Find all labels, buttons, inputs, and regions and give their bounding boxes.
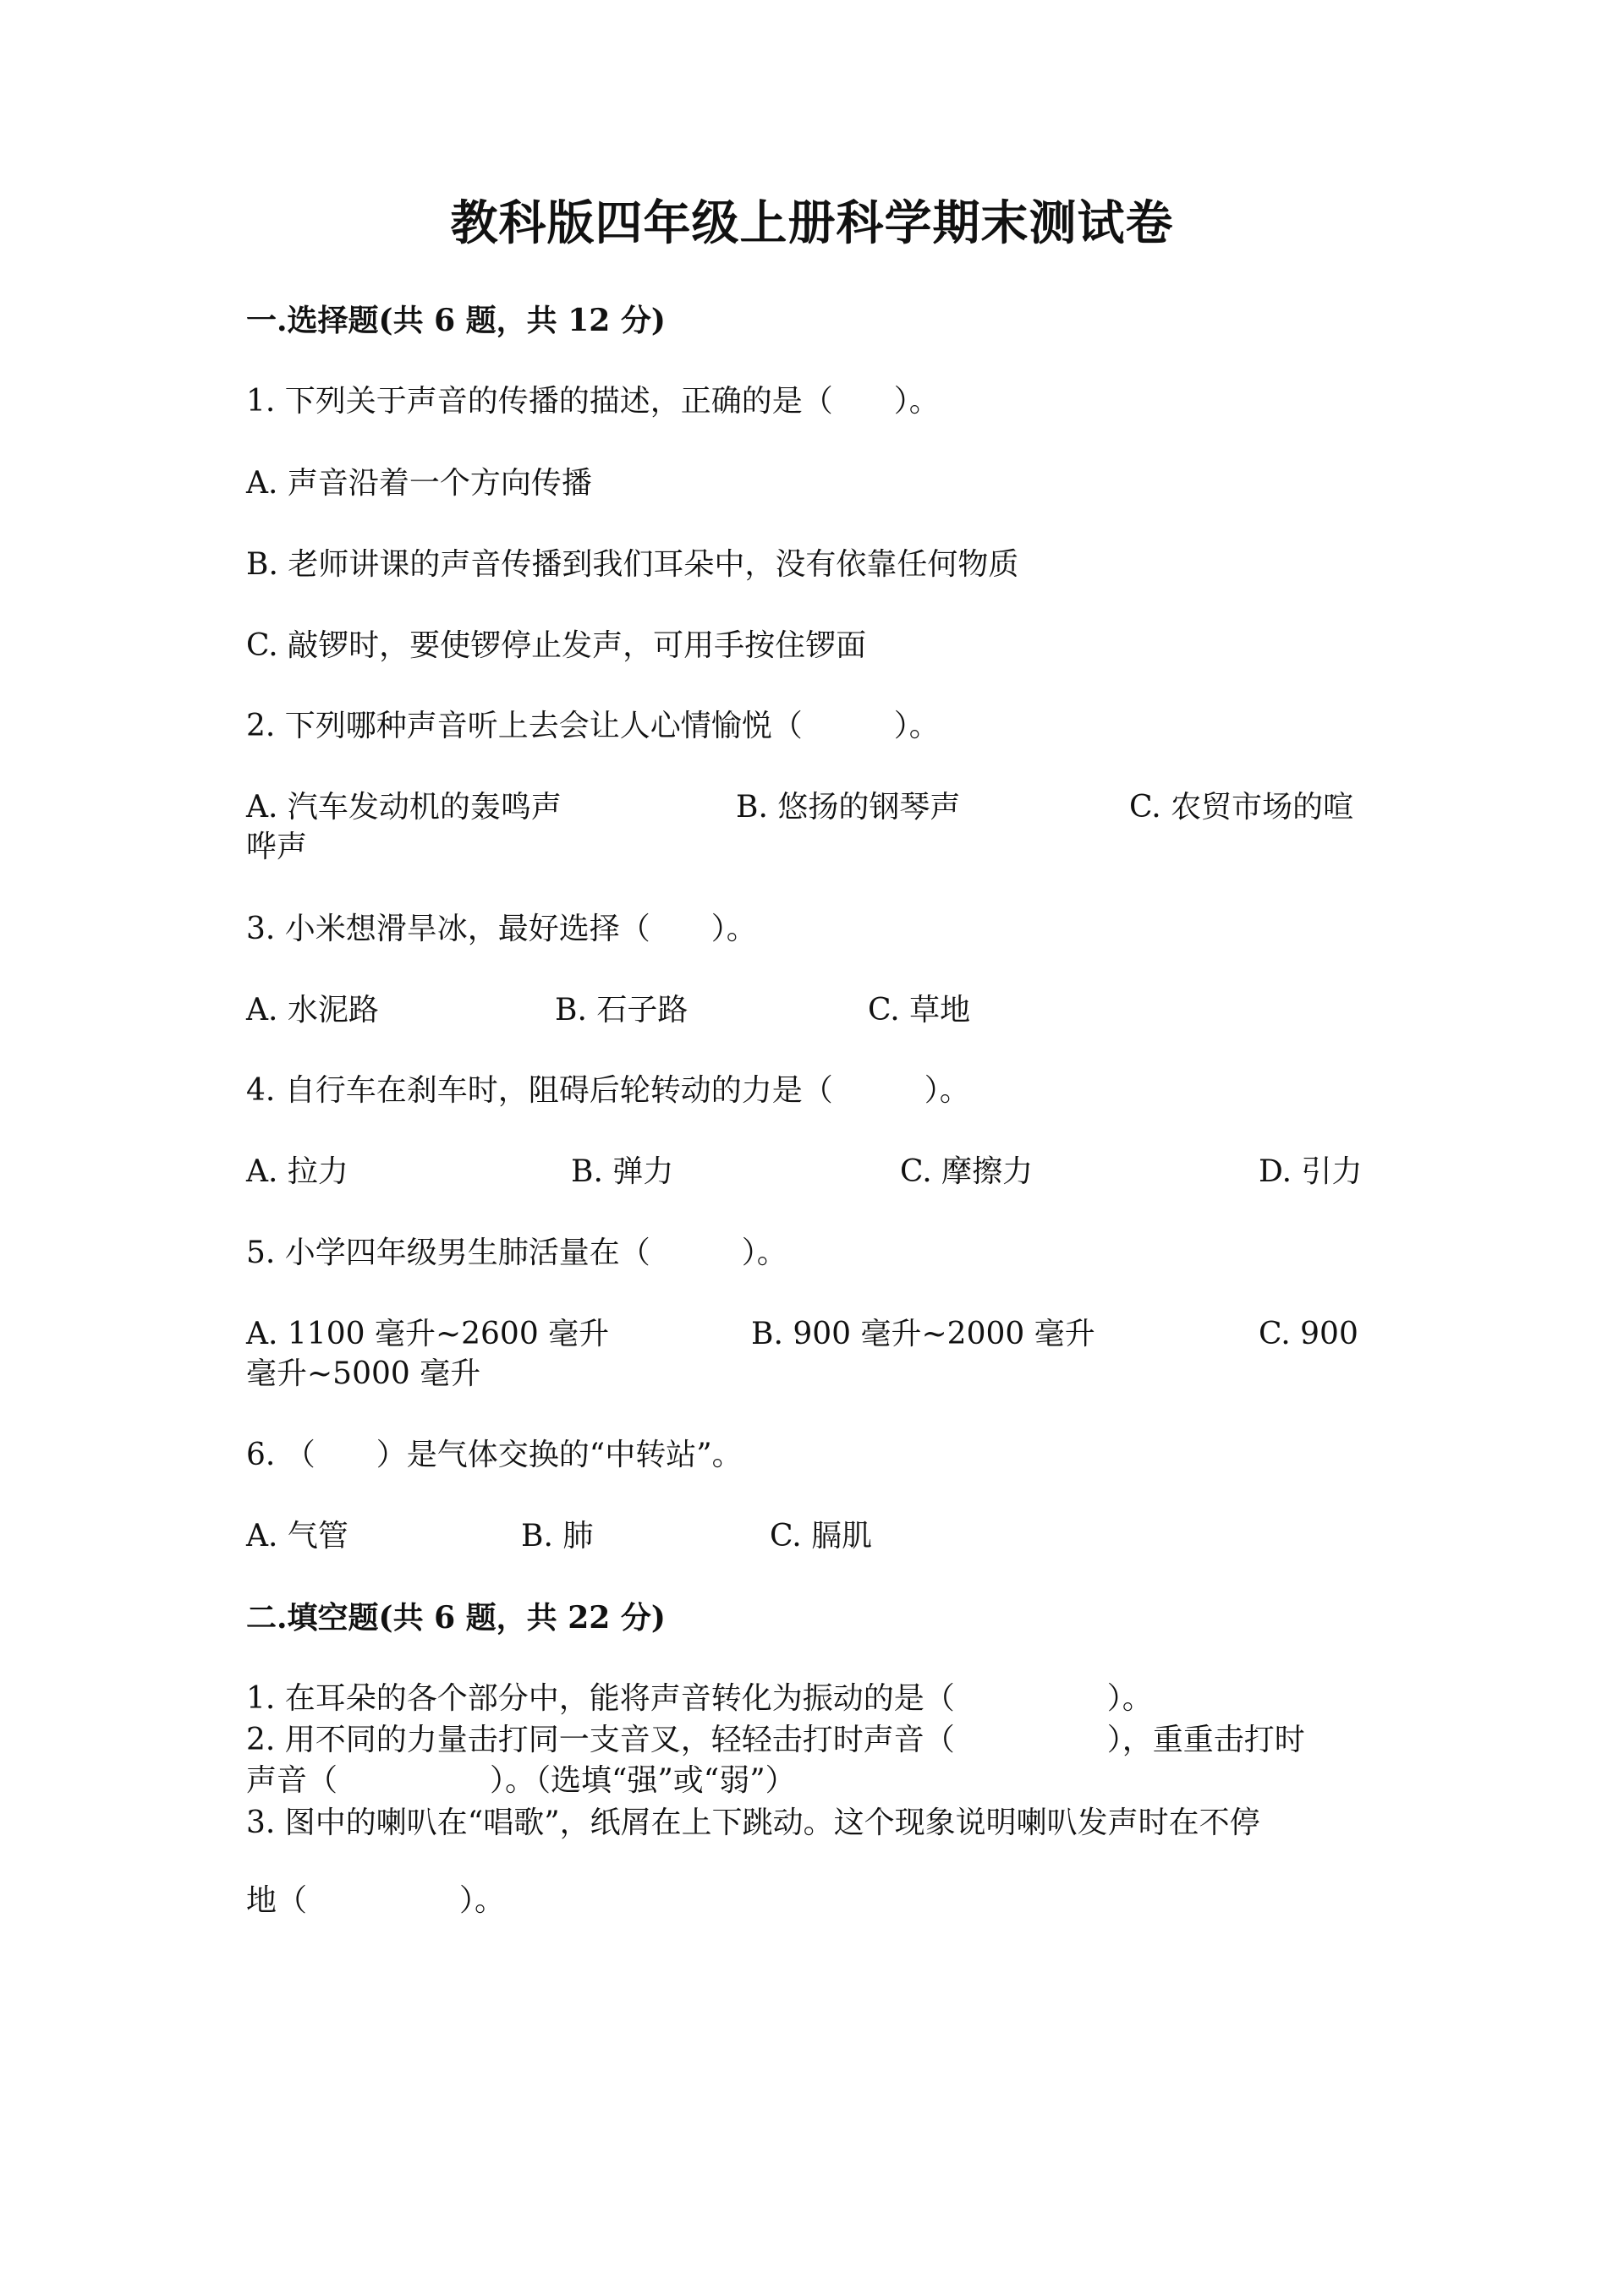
question-2-option-c-continued: 哗声 bbox=[246, 830, 308, 864]
question-2-option-b: B. 悠扬的钢琴声 bbox=[736, 790, 961, 825]
question-6-option-b: B. 肺 bbox=[521, 1519, 594, 1553]
fill-question-3: 3. 图中的喇叭在“唱歌”，纸屑在上下跳动。这个现象说明喇叭发声时在不停 bbox=[246, 1806, 1260, 1840]
question-5-option-a: A. 1100 毫升~2600 毫升 bbox=[246, 1317, 610, 1351]
question-6-stem: 6. （ ）是气体交换的“中转站”。 bbox=[246, 1438, 743, 1472]
section-heading-choice: 一.选择题(共 6 题，共 12 分) bbox=[246, 303, 666, 338]
question-1-option-b: B. 老师讲课的声音传播到我们耳朵中，没有依靠任何物质 bbox=[246, 547, 1019, 582]
question-1-stem: 1. 下列关于声音的传播的描述，正确的是（ ）。 bbox=[246, 384, 940, 419]
question-5-stem: 5. 小学四年级男生肺活量在（ ）。 bbox=[246, 1236, 787, 1270]
question-3-option-b: B. 石子路 bbox=[555, 993, 689, 1027]
question-4-option-b: B. 弹力 bbox=[571, 1154, 674, 1189]
question-5-option-c: C. 900 bbox=[1259, 1317, 1358, 1351]
question-6-option-a: A. 气管 bbox=[246, 1519, 348, 1553]
question-3-option-a: A. 水泥路 bbox=[246, 993, 379, 1027]
fill-question-2-continued: 声音（ ）。（选填“强”或“弱”） bbox=[246, 1763, 796, 1798]
question-4-option-a: A. 拉力 bbox=[246, 1154, 348, 1189]
question-4-option-c: C. 摩擦力 bbox=[900, 1154, 1034, 1189]
question-1-option-a: A. 声音沿着一个方向传播 bbox=[246, 466, 592, 501]
question-2-option-c: C. 农贸市场的喧 bbox=[1129, 790, 1354, 825]
fill-question-1: 1. 在耳朵的各个部分中，能将声音转化为振动的是（ ）。 bbox=[246, 1681, 1153, 1716]
question-1-option-c: C. 敲锣时，要使锣停止发声，可用手按住锣面 bbox=[246, 628, 867, 663]
page-title: 教科版四年级上册科学期末测试卷 bbox=[450, 195, 1174, 251]
question-5-option-c-continued: 毫升~5000 毫升 bbox=[246, 1356, 481, 1391]
question-6-option-c: C. 膈肌 bbox=[770, 1519, 873, 1553]
question-3-stem: 3. 小米想滑旱冰，最好选择（ ）。 bbox=[246, 912, 757, 946]
question-3-option-c: C. 草地 bbox=[868, 993, 971, 1027]
fill-question-3-continued: 地（ ）。 bbox=[246, 1883, 506, 1918]
section-heading-fill-in: 二.填空题(共 6 题，共 22 分) bbox=[246, 1600, 666, 1636]
question-2-stem: 2. 下列哪种声音听上去会让人心情愉悦（ ）。 bbox=[246, 709, 940, 743]
question-5-option-b: B. 900 毫升~2000 毫升 bbox=[751, 1317, 1095, 1351]
question-2-option-a: A. 汽车发动机的轰鸣声 bbox=[246, 790, 562, 825]
question-4-option-d: D. 引力 bbox=[1259, 1154, 1363, 1189]
fill-question-2: 2. 用不同的力量击打同一支音叉，轻轻击打时声音（ ），重重击打时 bbox=[246, 1723, 1305, 1757]
question-4-stem: 4. 自行车在刹车时，阻碍后轮转动的力是（ ）。 bbox=[246, 1073, 970, 1108]
